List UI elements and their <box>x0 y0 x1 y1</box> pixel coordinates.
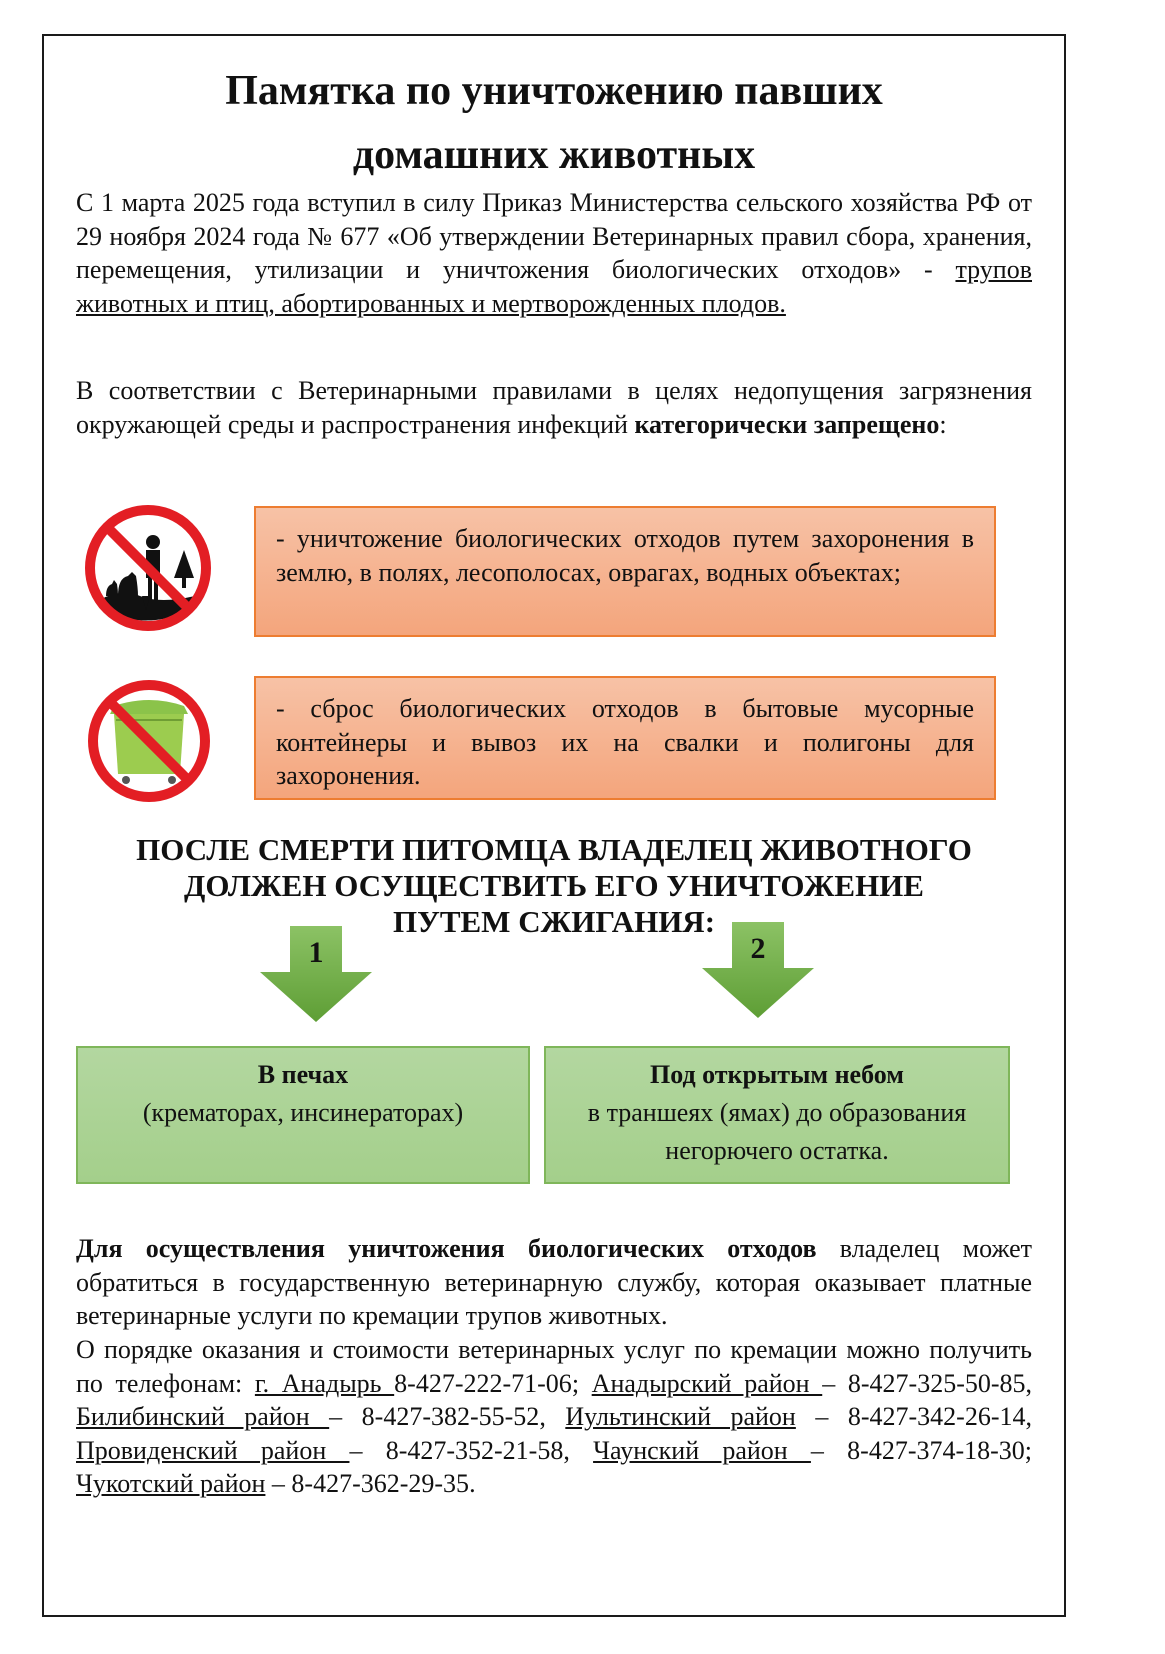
contact-end: , <box>539 1402 566 1431</box>
prohibition-intro-text: В соответствии с Ветеринарными правилами в целях недопущения загрязнения окружающей среды и распространения инфекций <box>76 376 1032 439</box>
contact-providensky <box>76 1436 593 1465</box>
method-title-1: В печах <box>257 1060 349 1089</box>
contact-chukotsky <box>76 1469 476 1498</box>
contact-end: ; <box>571 1368 592 1398</box>
contact-end: , <box>1025 1402 1032 1431</box>
contact-sep: – <box>795 1402 848 1431</box>
method-desc-1: (крематорах, инсинераторах) <box>142 1098 464 1127</box>
down-arrow-2-icon <box>702 922 814 1018</box>
contact-bilibinsky <box>76 1402 565 1431</box>
no-garbage-container-sign-icon <box>84 676 214 806</box>
footer-text-2: О порядке оказания и стоимости ветеринарных услуг по кремации можно получить по телефонам: <box>76 1335 1032 1398</box>
contact-phone: 8-427-342-26-14 <box>847 1402 1026 1431</box>
requirement-heading-line-1: ПОСЛЕ СМЕРТИ ПИТОМЦА ВЛАДЕЛЕЦ ЖИВОТНОГО <box>136 832 972 867</box>
method-desc-2-line-1: в траншеях (ямах) до образования <box>587 1098 967 1127</box>
contact-phone: 8-427-374-18-30 <box>847 1435 1025 1465</box>
method-box-2 <box>544 1046 1010 1184</box>
contact-anadyr <box>255 1369 592 1398</box>
page-title-line-1: Памятка по уничтожению павших <box>225 68 883 114</box>
contact-end: . <box>469 1469 476 1498</box>
prohibition-intro-bold: категорически запрещено <box>634 409 940 439</box>
contact-end: , <box>563 1435 594 1465</box>
contact-place: Чаунский район <box>593 1435 811 1465</box>
contact-phone: 8-427-382-55-52 <box>361 1402 540 1431</box>
prohibition-intro-paragraph <box>76 374 1032 441</box>
contact-end: ; <box>1024 1435 1033 1465</box>
intro-text: С 1 марта 2025 года вступил в силу Приказ Министерства сельского хозяйства РФ от 29 ноября 2024 года № 677 «Об утверждении Ветеринарных правил сбора, хранения, перемещения, утилизации и уничтожения биологических отходов» - <box>76 188 1032 284</box>
contact-place: Провиденский район <box>76 1435 350 1465</box>
contact-phone: 8-427-362-29-35 <box>291 1469 470 1498</box>
contact-sep: – <box>822 1368 848 1398</box>
intro-paragraph <box>76 186 1032 320</box>
down-arrow-1-icon <box>260 926 372 1022</box>
contact-end: , <box>1025 1368 1033 1398</box>
prohibition-box-1 <box>254 506 996 637</box>
contact-place: г. Анадырь <box>254 1368 395 1398</box>
method-number-2: 2 <box>750 932 766 965</box>
contact-place: Чукотский район <box>76 1469 266 1498</box>
requirement-heading-line-3: ПУТЕМ СЖИГАНИЯ: <box>392 904 716 939</box>
contact-phone: 8-427-325-50-85 <box>847 1368 1026 1398</box>
requirement-heading-line-2: ДОЛЖЕН ОСУЩЕСТВИТЬ ЕГО УНИЧТОЖЕНИЕ <box>184 868 924 903</box>
contact-sep: – <box>265 1469 292 1498</box>
prohibition-box-2 <box>254 676 996 800</box>
contact-sep: – <box>349 1435 386 1465</box>
method-title-2: Под открытым небом <box>650 1060 904 1089</box>
page-title-line-2: домашних животных <box>352 132 756 178</box>
contact-phone: 8-427-352-21-58 <box>385 1435 564 1465</box>
footer-paragraph-1 <box>76 1232 1032 1333</box>
intro-underlined-text: трупов животных и птиц, абортированных и мертворожденных плодов. <box>76 255 1032 318</box>
footer-bold-lead: Для осуществления уничтожения биологических отходов <box>76 1234 817 1263</box>
footer-contacts-paragraph <box>76 1333 1032 1501</box>
contact-chaunsky <box>593 1436 1032 1465</box>
contact-sep: – <box>810 1435 848 1465</box>
contact-phone: 8-427-222-71-06 <box>394 1368 572 1398</box>
prohibition-intro-colon: : <box>939 409 947 439</box>
method-desc-2-line-2: негорючего остатка. <box>665 1136 889 1165</box>
contact-place: Анадырский район <box>591 1368 823 1398</box>
contact-anadyrsky <box>592 1369 1032 1398</box>
method-number-1: 1 <box>308 936 324 969</box>
method-box-1 <box>76 1046 530 1184</box>
prohibition-text-1: - уничтожение биологических отходов путем захоронения в землю, в полях, лесополосах, оврагах, водных объектах; <box>276 524 974 587</box>
prohibition-text-2: - сброс биологических отходов в бытовые мусорные контейнеры и вывоз их на свалки и полигоны для захоронения. <box>276 694 974 790</box>
contact-iultinsky <box>565 1402 1032 1431</box>
contact-sep: – <box>329 1402 362 1431</box>
footer-text-1: владелец может обратиться в государственную ветеринарную службу, которая оказывает платные ветеринарные услуги по кремации трупов животных. <box>76 1234 1032 1330</box>
no-burial-sign-icon <box>80 500 216 636</box>
contact-place: Билибинский район <box>76 1402 330 1431</box>
page-frame <box>42 34 1066 1617</box>
contact-place: Иультинский район <box>565 1402 796 1431</box>
